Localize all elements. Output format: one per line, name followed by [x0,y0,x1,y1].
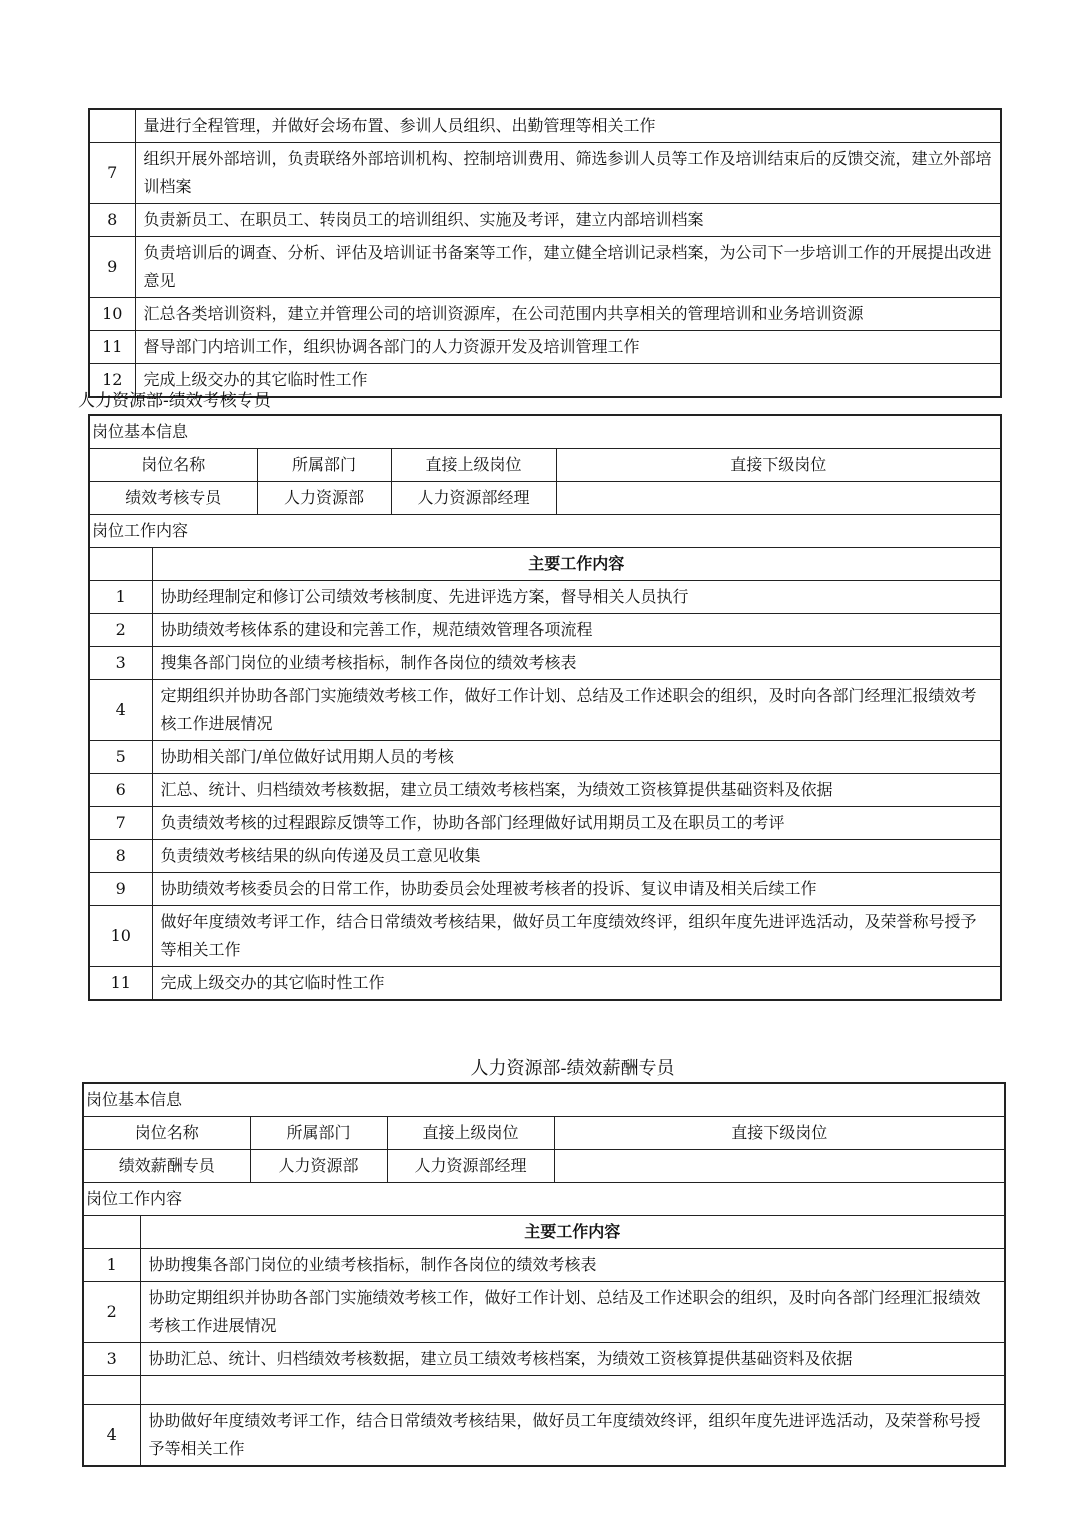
table-row [83,1376,1005,1405]
table-row [89,807,1001,840]
subordinate-header: 直接下级岗位 [556,449,1001,482]
row-text: 汇总各类培训资料，建立并管理公司的培训资源库，在公司范围内共享相关的管理培训和业务培训资源 [135,298,1001,331]
table-row [89,840,1001,873]
row-text: 协助搜集各部门岗位的业绩考核指标，制作各岗位的绩效考核表 [140,1249,1005,1282]
row-number [89,109,135,143]
row-text: 负责绩效考核的过程跟踪反馈等工作，协助各部门经理做好试用期员工及在职员工的考评 [152,807,1001,840]
row-number: 11 [89,331,135,364]
performance-appraisal-table [88,414,1002,1001]
row-text: 做好年度绩效考评工作，结合日常绩效考核结果，做好员工年度绩效终评，组织年度先进评选活动，及荣誉称号授予等相关工作 [152,906,1001,967]
row-text: 定期组织并协助各部门实施绩效考核工作，做好工作计划、总结及工作述职会的组织，及时向各部门经理汇报绩效考核工作进展情况 [152,680,1001,741]
superior-header: 直接上级岗位 [391,449,556,482]
row-number: 2 [89,614,152,647]
section-title: 人力资源部-绩效考核专员 [78,391,271,411]
row-number: 9 [89,873,152,906]
superior-value: 人力资源部经理 [391,482,556,515]
row-number: 11 [89,967,152,1001]
table-row [89,614,1001,647]
row-text: 协助定期组织并协助各部门实施绩效考核工作，做好工作计划、总结及工作述职会的组织，及时向各部门经理汇报绩效考核工作进展情况 [140,1282,1005,1343]
department-value: 人力资源部 [250,1150,387,1183]
table-row [83,1282,1005,1343]
row-number: 1 [83,1249,140,1282]
row-number: 9 [89,237,135,298]
row-text: 协助经理制定和修订公司绩效考核制度、先进评选方案，督导相关人员执行 [152,581,1001,614]
row-number: 2 [83,1282,140,1343]
row-text: 完成上级交办的其它临时性工作 [152,967,1001,1001]
table-row [89,331,1001,364]
table-row [89,237,1001,298]
row-text: 量进行全程管理，并做好会场布置、参训人员组织、出勤管理等相关工作 [135,109,1001,143]
main-content-header: 主要工作内容 [152,548,1001,581]
performance-compensation-table [82,1082,1006,1467]
table-row [89,873,1001,906]
table-row [89,204,1001,237]
row-text: 协助绩效考核委员会的日常工作，协助委员会处理被考核者的投诉、复议申请及相关后续工作 [152,873,1001,906]
row-text: 负责新员工、在职员工、转岗员工的培训组织、实施及考评，建立内部培训档案 [135,204,1001,237]
table-row [89,967,1001,1001]
row-text: 完成上级交办的其它临时性工作 [135,364,1001,398]
row-text: 汇总、统计、归档绩效考核数据，建立员工绩效考核档案，为绩效工资核算提供基础资料及依据 [152,774,1001,807]
row-text: 协助做好年度绩效考评工作，结合日常绩效考核结果，做好员工年度绩效终评，组织年度先进评选活动，及荣誉称号授予等相关工作 [140,1405,1005,1467]
row-text: 搜集各部门岗位的业绩考核指标，制作各岗位的绩效考核表 [152,647,1001,680]
header-blank-cell [89,548,152,581]
table-row [89,906,1001,967]
position-name-value: 绩效考核专员 [89,482,257,515]
position-name-header: 岗位名称 [89,449,257,482]
row-number: 7 [89,807,152,840]
row-text: 督导部门内培训工作，组织协调各部门的人力资源开发及培训管理工作 [135,331,1001,364]
table-row [83,1249,1005,1282]
superior-header: 直接上级岗位 [387,1117,554,1150]
row-number: 5 [89,741,152,774]
department-header: 所属部门 [250,1117,387,1150]
table-row [89,774,1001,807]
row-text: 协助相关部门/单位做好试用期人员的考核 [152,741,1001,774]
row-number: 3 [83,1343,140,1376]
position-name-header: 岗位名称 [83,1117,250,1150]
department-header: 所属部门 [257,449,391,482]
row-number [83,1376,140,1405]
row-text: 组织开展外部培训，负责联络外部培训机构、控制培训费用、筛选参训人员等工作及培训结束后的反馈交流，建立外部培训档案 [135,143,1001,204]
row-number: 8 [89,840,152,873]
table-row [89,581,1001,614]
table-row [89,741,1001,774]
row-number: 10 [89,906,152,967]
work-content-label: 岗位工作内容 [83,1183,1005,1216]
table-row [89,298,1001,331]
subordinate-header: 直接下级岗位 [554,1117,1005,1150]
row-number: 8 [89,204,135,237]
row-number: 4 [89,680,152,741]
row-number: 10 [89,298,135,331]
table-row [83,1343,1005,1376]
row-number: 6 [89,774,152,807]
row-text [140,1376,1005,1405]
basic-info-label: 岗位基本信息 [89,415,1001,449]
row-number: 4 [83,1405,140,1467]
row-text: 负责培训后的调查、分析、评估及培训证书备案等工作，建立健全培训记录档案，为公司下一步培训工作的开展提出改进意见 [135,237,1001,298]
row-text: 负责绩效考核结果的纵向传递及员工意见收集 [152,840,1001,873]
row-number: 7 [89,143,135,204]
table-row [89,109,1001,143]
row-number: 12 [89,364,135,398]
superior-value: 人力资源部经理 [387,1150,554,1183]
row-text: 协助汇总、统计、归档绩效考核数据，建立员工绩效考核档案，为绩效工资核算提供基础资料及依据 [140,1343,1005,1376]
main-content-header: 主要工作内容 [140,1216,1005,1249]
training-duties-table [88,108,1002,398]
header-blank-cell [83,1216,140,1249]
table-row [89,647,1001,680]
subordinate-value [554,1150,1005,1183]
table-row [89,143,1001,204]
row-number: 1 [89,581,152,614]
department-value: 人力资源部 [257,482,391,515]
work-content-label: 岗位工作内容 [89,515,1001,548]
row-number: 3 [89,647,152,680]
position-name-value: 绩效薪酬专员 [83,1150,250,1183]
section-title: 人力资源部-绩效薪酬专员 [470,1058,675,1079]
subordinate-value [556,482,1001,515]
row-text: 协助绩效考核体系的建设和完善工作，规范绩效管理各项流程 [152,614,1001,647]
table-row [83,1405,1005,1467]
basic-info-label: 岗位基本信息 [83,1083,1005,1117]
table-row [89,680,1001,741]
